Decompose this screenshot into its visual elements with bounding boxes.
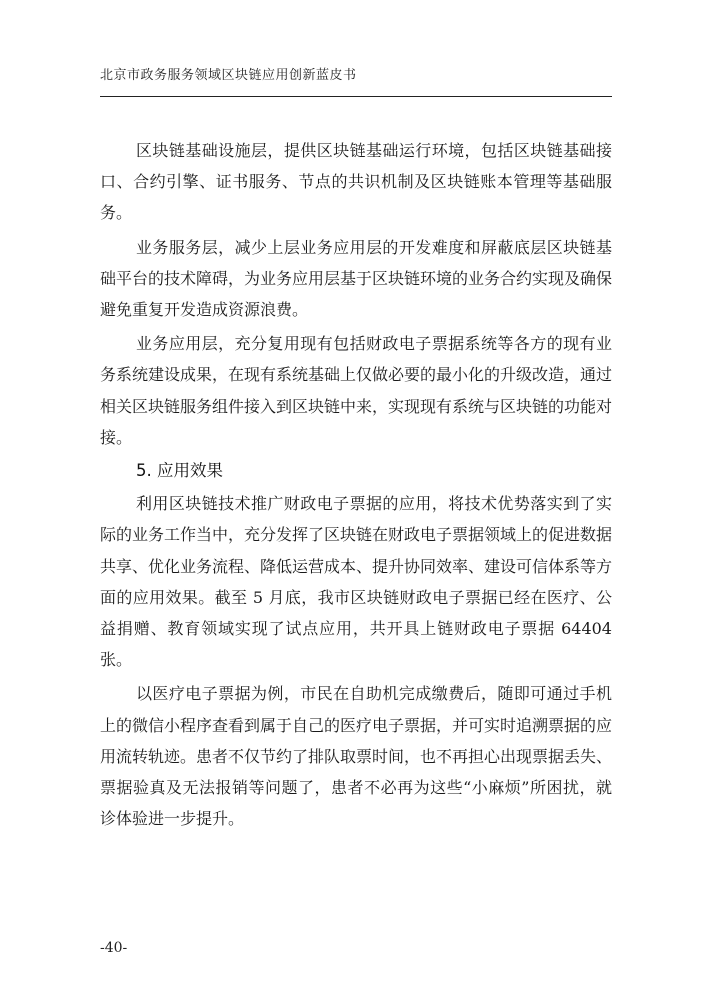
paragraph-service-layer: 业务服务层，减少上层业务应用层的开发难度和屏蔽底层区块链基础平台的技术障碍，为业务应用层基于区块链环境的业务合约实现及确保避免重复开发造成资源浪费。: [100, 237, 613, 320]
paragraph-infrastructure-layer: 区块链基础设施层，提供区块链基础运行环境，包括区块链基础接口、合约引擎、证书服务、节点的共识机制及区块链账本管理等基础服务。: [100, 141, 612, 223]
section-heading: 5. 应用效果: [136, 461, 223, 481]
page-number: -40-: [100, 940, 128, 956]
header-divider: [100, 96, 612, 97]
paragraph-application-effect: 利用区块链技术推广财政电子票据的应用，将技术优势落实到了实际的业务工作当中，充分发挥了区块链在财政电子票据领域上的促进数据共享、优化业务流程、降低运营成本、提升协同效率、建设可信体系等方面的应用效果。截至 5 月底，我市区块链财政电子票据已经在医疗、公益捐赠、教育领域实现了试点应用，共开具上链财政电子票据 64404 张。: [100, 494, 613, 670]
running-header: 北京市政务服务领域区块链应用创新蓝皮书: [100, 68, 357, 83]
paragraph-medical-example: 以医疗电子票据为例，市民在自助机完成缴费后，随即可通过手机上的微信小程序查看到属于自己的医疗电子票据，并可实时追溯票据的应用流转轨迹。患者不仅节约了排队取票时间，也不再担心出现票据丢失、票据验真及无法报销等问题了，患者不必再为这些“小麻烦”所困扰，就诊体验进一步提升。: [100, 684, 613, 829]
document-body: [100, 135, 612, 834]
paragraph-application-layer: 业务应用层，充分复用现有包括财政电子票据系统等各方的现有业务系统建设成果，在现有系统基础上仅做必要的最小化的升级改造，通过相关区块链服务组件接入到区块链中来，实现现有系统与区块链的功能对接。: [100, 334, 613, 447]
